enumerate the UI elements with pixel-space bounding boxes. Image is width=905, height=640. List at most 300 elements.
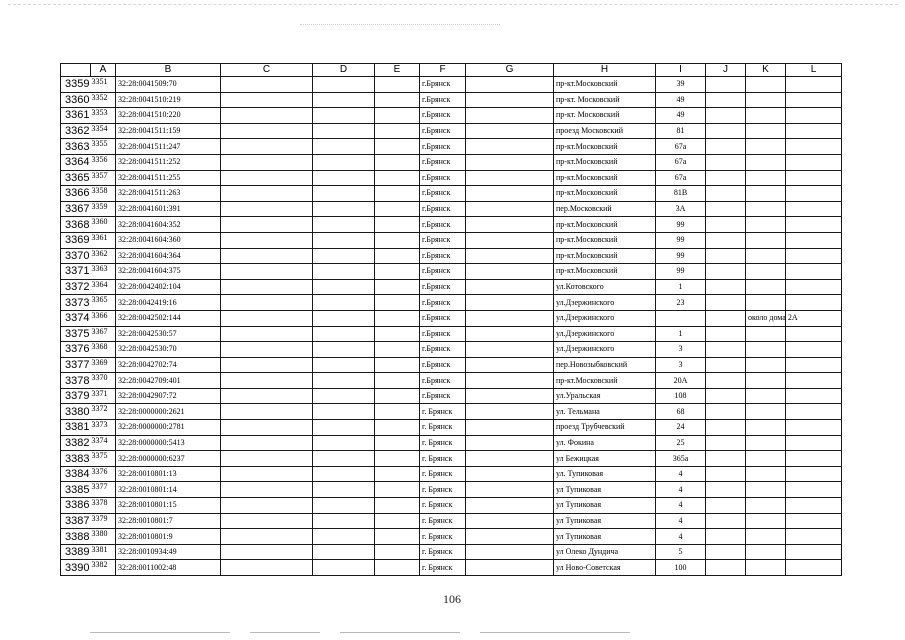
cell-k-note xyxy=(746,108,786,124)
cell-l xyxy=(786,295,842,311)
cell-g xyxy=(466,77,554,93)
table-row xyxy=(61,498,842,514)
cell-j xyxy=(706,217,746,233)
cell-a: 3353 xyxy=(91,108,116,124)
cell-j xyxy=(706,326,746,342)
cell-a: 3373 xyxy=(91,420,116,436)
row-number: 3370 xyxy=(61,248,91,264)
cell-c xyxy=(221,513,313,529)
cell-g xyxy=(466,248,554,264)
cell-f-city: г. Брянск xyxy=(420,544,466,560)
cell-e xyxy=(375,404,420,420)
cell-b-cadastral-number: 32:28:0041511:159 xyxy=(116,123,221,139)
cell-b-cadastral-number: 32:28:0041604:364 xyxy=(116,248,221,264)
cell-h-street: ул.Уральская xyxy=(554,388,656,404)
cell-g xyxy=(466,201,554,217)
cell-b-cadastral-number: 32:28:0042530:70 xyxy=(116,342,221,358)
table-row xyxy=(61,217,842,233)
cell-f-city: г.Брянск xyxy=(420,77,466,93)
cell-d xyxy=(313,108,375,124)
cell-j xyxy=(706,108,746,124)
cell-b-cadastral-number: 32:28:0011002:48 xyxy=(116,560,221,576)
cell-h-street: ул Тупиковая xyxy=(554,513,656,529)
cell-h-street: ул Бежицкая xyxy=(554,451,656,467)
cell-h-street: ул.Дзержинского xyxy=(554,295,656,311)
cell-d xyxy=(313,435,375,451)
cell-k-note xyxy=(746,388,786,404)
cell-c xyxy=(221,154,313,170)
table-row xyxy=(61,232,842,248)
cell-k-note xyxy=(746,154,786,170)
cell-b-cadastral-number: 32:28:0042709:401 xyxy=(116,373,221,389)
cell-k-note xyxy=(746,279,786,295)
cell-i-house xyxy=(656,310,706,326)
cell-e xyxy=(375,139,420,155)
cell-g xyxy=(466,232,554,248)
cell-k-note xyxy=(746,466,786,482)
cell-b-cadastral-number: 32:28:0042402:104 xyxy=(116,279,221,295)
row-number: 3361 xyxy=(61,108,91,124)
cell-h-street: пр-кт.Московский xyxy=(554,139,656,155)
cell-j xyxy=(706,170,746,186)
cell-e xyxy=(375,326,420,342)
cell-e xyxy=(375,201,420,217)
cell-k-note xyxy=(746,451,786,467)
cell-c xyxy=(221,170,313,186)
cell-g xyxy=(466,310,554,326)
cell-c xyxy=(221,560,313,576)
cell-k-note xyxy=(746,201,786,217)
cell-l xyxy=(786,466,842,482)
cell-e xyxy=(375,529,420,545)
cell-c xyxy=(221,108,313,124)
cell-d xyxy=(313,544,375,560)
cell-c xyxy=(221,388,313,404)
cell-i-house: 23 xyxy=(656,295,706,311)
row-number: 3382 xyxy=(61,435,91,451)
table-row xyxy=(61,108,842,124)
cell-a: 3375 xyxy=(91,451,116,467)
column-header-a: A xyxy=(91,64,116,77)
scan-artifact-top xyxy=(8,4,898,19)
cell-j xyxy=(706,342,746,358)
cell-a: 3381 xyxy=(91,544,116,560)
cell-g xyxy=(466,92,554,108)
cell-i-house: 4 xyxy=(656,513,706,529)
cell-h-street: пр-кт. Московский xyxy=(554,108,656,124)
cell-d xyxy=(313,326,375,342)
cell-l xyxy=(786,342,842,358)
cell-a: 3366 xyxy=(91,310,116,326)
cell-d xyxy=(313,186,375,202)
cell-e xyxy=(375,342,420,358)
table-row xyxy=(61,170,842,186)
cell-b-cadastral-number: 32:28:0041511:255 xyxy=(116,170,221,186)
cell-h-street: проезд Трубчевский xyxy=(554,420,656,436)
cell-j xyxy=(706,560,746,576)
cell-d xyxy=(313,123,375,139)
cell-f-city: г.Брянск xyxy=(420,186,466,202)
table-row xyxy=(61,279,842,295)
cell-h-street: ул Тупиковая xyxy=(554,498,656,514)
cell-g xyxy=(466,186,554,202)
cell-h-street: ул.Дзержинского xyxy=(554,326,656,342)
cell-f-city: г.Брянск xyxy=(420,264,466,280)
cell-a: 3372 xyxy=(91,404,116,420)
cell-l xyxy=(786,92,842,108)
cell-b-cadastral-number: 32:28:0041601:391 xyxy=(116,201,221,217)
cell-d xyxy=(313,373,375,389)
cell-d xyxy=(313,451,375,467)
cell-g xyxy=(466,388,554,404)
cell-d xyxy=(313,217,375,233)
cell-l xyxy=(786,123,842,139)
cell-l xyxy=(786,279,842,295)
row-number: 3372 xyxy=(61,279,91,295)
cell-h-street: ул Тупиковая xyxy=(554,482,656,498)
cell-c xyxy=(221,373,313,389)
row-number: 3364 xyxy=(61,154,91,170)
cell-i-house: 5 xyxy=(656,544,706,560)
cell-i-house: 67а xyxy=(656,139,706,155)
cell-a: 3354 xyxy=(91,123,116,139)
cell-f-city: г.Брянск xyxy=(420,139,466,155)
cell-e xyxy=(375,466,420,482)
cell-k-note xyxy=(746,420,786,436)
cell-g xyxy=(466,123,554,139)
row-number: 3381 xyxy=(61,420,91,436)
cell-e xyxy=(375,248,420,264)
cell-g xyxy=(466,326,554,342)
cell-k-note xyxy=(746,373,786,389)
cell-h-street: пр-кт.Московский xyxy=(554,248,656,264)
cell-d xyxy=(313,232,375,248)
cell-f-city: г.Брянск xyxy=(420,248,466,264)
cell-c xyxy=(221,92,313,108)
cell-h-street: пр-кт.Московский xyxy=(554,154,656,170)
cell-h-street: пр-кт.Московский xyxy=(554,170,656,186)
cell-e xyxy=(375,77,420,93)
cell-k-note xyxy=(746,326,786,342)
cell-k-note: около дома 2А xyxy=(746,310,786,326)
cell-k-note xyxy=(746,123,786,139)
cell-f-city: г.Брянск xyxy=(420,123,466,139)
cell-e xyxy=(375,217,420,233)
cell-j xyxy=(706,77,746,93)
cell-d xyxy=(313,170,375,186)
column-header-e: E xyxy=(375,64,420,77)
cell-c xyxy=(221,498,313,514)
cell-b-cadastral-number: 32:28:0042907:72 xyxy=(116,388,221,404)
cell-e xyxy=(375,544,420,560)
cell-h-street: пр-кт.Московский xyxy=(554,217,656,233)
cell-i-house: 4 xyxy=(656,529,706,545)
cell-g xyxy=(466,404,554,420)
cell-b-cadastral-number: 32:28:0041604:352 xyxy=(116,217,221,233)
cell-g xyxy=(466,435,554,451)
cell-g xyxy=(466,466,554,482)
cell-e xyxy=(375,295,420,311)
cell-h-street: ул. Тельмана xyxy=(554,404,656,420)
cell-i-house: 24 xyxy=(656,420,706,436)
cell-d xyxy=(313,154,375,170)
cell-d xyxy=(313,420,375,436)
cell-d xyxy=(313,388,375,404)
column-header-g: G xyxy=(466,64,554,77)
cell-d xyxy=(313,357,375,373)
cell-l xyxy=(786,248,842,264)
cell-k-note xyxy=(746,77,786,93)
cell-i-house: 4 xyxy=(656,482,706,498)
cell-l xyxy=(786,217,842,233)
page-number: 106 xyxy=(443,592,461,606)
cell-j xyxy=(706,279,746,295)
cell-f-city: г.Брянск xyxy=(420,232,466,248)
cell-g xyxy=(466,357,554,373)
cell-h-street: пр-кт. Московский xyxy=(554,92,656,108)
cell-e xyxy=(375,186,420,202)
cell-g xyxy=(466,373,554,389)
cell-c xyxy=(221,310,313,326)
cell-l xyxy=(786,170,842,186)
cell-f-city: г.Брянск xyxy=(420,201,466,217)
cell-a: 3362 xyxy=(91,248,116,264)
cell-i-house: 1 xyxy=(656,279,706,295)
cell-g xyxy=(466,139,554,155)
cell-b-cadastral-number: 32:28:0042530:57 xyxy=(116,326,221,342)
row-number: 3369 xyxy=(61,232,91,248)
cell-a: 3361 xyxy=(91,232,116,248)
row-number: 3383 xyxy=(61,451,91,467)
cell-d xyxy=(313,248,375,264)
cell-f-city: г.Брянск xyxy=(420,279,466,295)
cell-e xyxy=(375,170,420,186)
cell-a: 3360 xyxy=(91,217,116,233)
cell-g xyxy=(466,108,554,124)
cell-b-cadastral-number: 32:28:0041511:263 xyxy=(116,186,221,202)
cell-l xyxy=(786,404,842,420)
cell-g xyxy=(466,420,554,436)
cell-a: 3368 xyxy=(91,342,116,358)
cell-c xyxy=(221,248,313,264)
cell-f-city: г.Брянск xyxy=(420,342,466,358)
cell-a: 3369 xyxy=(91,357,116,373)
cell-c xyxy=(221,217,313,233)
scan-artifact-top-line xyxy=(300,24,500,25)
cell-k-note xyxy=(746,232,786,248)
cell-g xyxy=(466,560,554,576)
cell-a: 3367 xyxy=(91,326,116,342)
cell-b-cadastral-number: 32:28:0010801:13 xyxy=(116,466,221,482)
cell-h-street: пер.Новозыбковский xyxy=(554,357,656,373)
cell-l xyxy=(786,357,842,373)
table-row xyxy=(61,264,842,280)
cell-g xyxy=(466,513,554,529)
cell-l xyxy=(786,326,842,342)
cell-k-note xyxy=(746,404,786,420)
cell-h-street: ул.Котовского xyxy=(554,279,656,295)
cell-d xyxy=(313,295,375,311)
column-header-d: D xyxy=(313,64,375,77)
table-body xyxy=(61,77,842,576)
table-row xyxy=(61,92,842,108)
cell-c xyxy=(221,186,313,202)
cell-h-street: ул Олеко Дундича xyxy=(554,544,656,560)
cell-i-house: 49 xyxy=(656,108,706,124)
cell-g xyxy=(466,498,554,514)
cell-d xyxy=(313,404,375,420)
table-row xyxy=(61,404,842,420)
table-row xyxy=(61,326,842,342)
cell-l xyxy=(786,186,842,202)
row-number: 3374 xyxy=(61,310,91,326)
cell-c xyxy=(221,544,313,560)
cell-l xyxy=(786,232,842,248)
cell-j xyxy=(706,201,746,217)
cell-a: 3358 xyxy=(91,186,116,202)
cell-k-note xyxy=(746,295,786,311)
cell-j xyxy=(706,435,746,451)
table-row xyxy=(61,420,842,436)
cell-a: 3382 xyxy=(91,560,116,576)
cell-e xyxy=(375,92,420,108)
cell-i-house: 1 xyxy=(656,326,706,342)
table-row xyxy=(61,529,842,545)
cell-a: 3351 xyxy=(91,77,116,93)
cell-b-cadastral-number: 32:28:0041511:247 xyxy=(116,139,221,155)
cell-a: 3378 xyxy=(91,498,116,514)
cell-h-street: пер.Московский xyxy=(554,201,656,217)
cell-i-house: 99 xyxy=(656,248,706,264)
cell-a: 3365 xyxy=(91,295,116,311)
cell-j xyxy=(706,373,746,389)
row-number: 3363 xyxy=(61,139,91,155)
cell-f-city: г. Брянск xyxy=(420,482,466,498)
cell-f-city: г. Брянск xyxy=(420,513,466,529)
cell-l xyxy=(786,560,842,576)
cell-g xyxy=(466,451,554,467)
cell-f-city: г.Брянск xyxy=(420,388,466,404)
cell-c xyxy=(221,404,313,420)
cell-g xyxy=(466,279,554,295)
column-header-row xyxy=(61,64,842,77)
cell-f-city: г. Брянск xyxy=(420,451,466,467)
corner-cell xyxy=(61,64,91,77)
cell-i-house: 99 xyxy=(656,232,706,248)
cell-f-city: г. Брянск xyxy=(420,435,466,451)
cell-j xyxy=(706,498,746,514)
row-number: 3377 xyxy=(61,357,91,373)
cell-i-house: 68 xyxy=(656,404,706,420)
cell-e xyxy=(375,357,420,373)
cell-c xyxy=(221,232,313,248)
table-row xyxy=(61,186,842,202)
table-row xyxy=(61,513,842,529)
cell-b-cadastral-number: 32:28:0000000:6237 xyxy=(116,451,221,467)
cell-d xyxy=(313,560,375,576)
cell-a: 3380 xyxy=(91,529,116,545)
table-row xyxy=(61,435,842,451)
cell-k-note xyxy=(746,170,786,186)
cell-f-city: г. Брянск xyxy=(420,498,466,514)
cell-j xyxy=(706,529,746,545)
table-row xyxy=(61,295,842,311)
cell-j xyxy=(706,310,746,326)
cell-h-street: проезд Московский xyxy=(554,123,656,139)
cell-k-note xyxy=(746,264,786,280)
table-row xyxy=(61,451,842,467)
row-number: 3362 xyxy=(61,123,91,139)
cell-b-cadastral-number: 32:28:0042502:144 xyxy=(116,310,221,326)
cell-b-cadastral-number: 32:28:0041510:219 xyxy=(116,92,221,108)
row-number: 3375 xyxy=(61,326,91,342)
cell-k-note xyxy=(746,139,786,155)
row-number: 3386 xyxy=(61,498,91,514)
cell-e xyxy=(375,560,420,576)
table-row xyxy=(61,466,842,482)
cell-b-cadastral-number: 32:28:0010934:49 xyxy=(116,544,221,560)
cell-j xyxy=(706,420,746,436)
cell-h-street: ул Ново-Советская xyxy=(554,560,656,576)
cell-l xyxy=(786,513,842,529)
cell-e xyxy=(375,123,420,139)
cell-i-house: 4 xyxy=(656,498,706,514)
cell-a: 3352 xyxy=(91,92,116,108)
table-row xyxy=(61,154,842,170)
cell-e xyxy=(375,264,420,280)
row-number: 3384 xyxy=(61,466,91,482)
cell-d xyxy=(313,201,375,217)
cell-f-city: г.Брянск xyxy=(420,92,466,108)
cell-c xyxy=(221,342,313,358)
cell-h-street: пр-кт.Московский xyxy=(554,232,656,248)
cell-c xyxy=(221,420,313,436)
cell-g xyxy=(466,154,554,170)
row-number: 3378 xyxy=(61,373,91,389)
row-number: 3376 xyxy=(61,342,91,358)
cell-e xyxy=(375,498,420,514)
cell-a: 3377 xyxy=(91,482,116,498)
cell-c xyxy=(221,123,313,139)
column-header-i: I xyxy=(656,64,706,77)
row-number: 3371 xyxy=(61,264,91,280)
cell-e xyxy=(375,373,420,389)
cell-g xyxy=(466,342,554,358)
cell-l xyxy=(786,420,842,436)
cell-c xyxy=(221,451,313,467)
table-row xyxy=(61,388,842,404)
cell-c xyxy=(221,529,313,545)
table-row xyxy=(61,248,842,264)
cell-i-house: 67а xyxy=(656,154,706,170)
column-header-c: C xyxy=(221,64,313,77)
cell-d xyxy=(313,77,375,93)
cell-k-note xyxy=(746,529,786,545)
row-number: 3366 xyxy=(61,186,91,202)
cell-e xyxy=(375,420,420,436)
cell-c xyxy=(221,482,313,498)
cell-i-house: 99 xyxy=(656,264,706,280)
cell-b-cadastral-number: 32:28:0010801:7 xyxy=(116,513,221,529)
cell-g xyxy=(466,264,554,280)
cell-f-city: г.Брянск xyxy=(420,217,466,233)
row-number: 3367 xyxy=(61,201,91,217)
cell-b-cadastral-number: 32:28:0041511:252 xyxy=(116,154,221,170)
cell-c xyxy=(221,77,313,93)
row-number: 3379 xyxy=(61,388,91,404)
cell-a: 3379 xyxy=(91,513,116,529)
cell-l xyxy=(786,201,842,217)
